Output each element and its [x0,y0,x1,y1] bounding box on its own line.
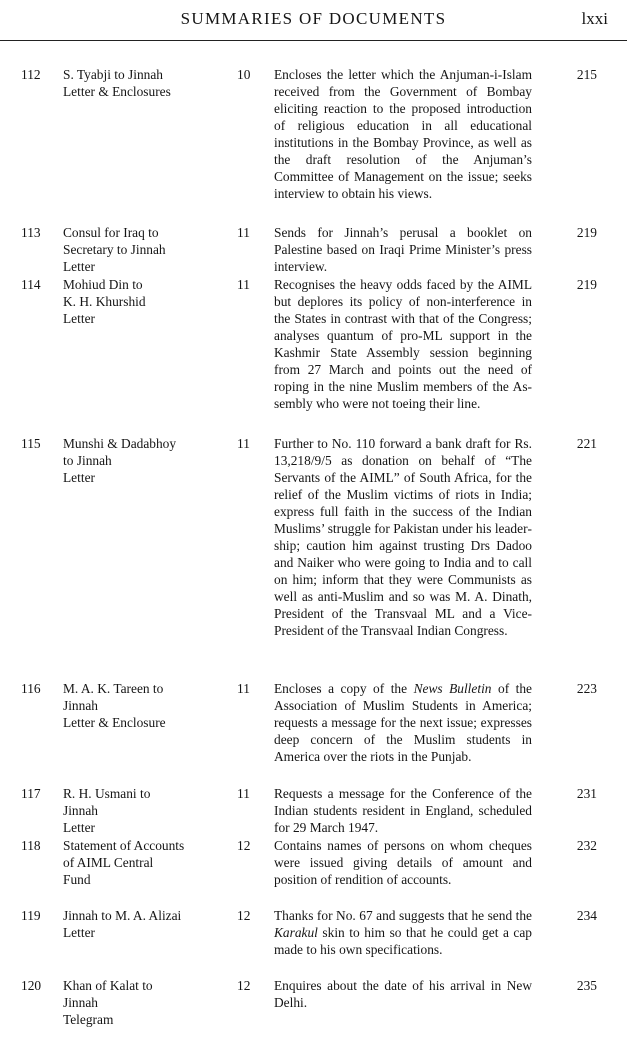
source-line: of AIML Central [63,855,154,870]
entry-page-ref: 223 [576,681,597,696]
entry-summary: Recognises the heavy odds faced by the AIML but deplores its policy of non-interference in the States in contrast with that of the Congress; analyses quantum of pro-ML support in the Kashmir State Assembly session beginning from 27 March and points out the need of roping in the nine Muslim members of the Assembly who were not toeing their line. [274,277,532,411]
entry-source [63,977,243,1028]
entry-number: 112 [21,67,41,82]
source-line: Letter [63,820,95,835]
entry-source [63,435,243,486]
entry-summary [274,907,532,958]
entry-page-ref: 219 [576,277,597,292]
entry-pages: 11 [237,225,250,240]
entry-page-ref: 234 [576,908,597,923]
source-line: Munshi & Dadabhoy [63,436,177,451]
source-line: Statement of Accounts [63,838,185,853]
source-line: Letter [63,925,95,940]
entry-page-ref: 215 [576,67,597,82]
source-line: Letter [63,259,95,274]
entry-summary: Sends for Jinnah’s perusal a booklet on Palestine based on Iraqi Prime Minister’s press interview. [274,225,532,274]
source-line: Letter & Enclosures [63,84,171,99]
page-header [0,8,627,38]
entry-source [63,276,243,327]
entry-pages: 10 [237,67,251,82]
entry-number: 120 [21,978,42,993]
page-folio: lxxi [581,9,608,28]
item-name: Karakul [274,925,318,940]
entry-summary: Enquires about the date of his arrival in New Delhi. [274,978,532,1010]
entry-source [63,837,243,888]
source-line: Secretary to Jinnah [63,242,166,257]
entry-pages: 12 [237,908,251,923]
entry-pages: 11 [237,277,250,292]
entry-pages: 11 [237,786,250,801]
source-line: Letter [63,470,95,485]
source-line: M. A. K. Tareen to [63,681,164,696]
entry-pages: 12 [237,978,251,993]
entry-pages: 12 [237,838,251,853]
source-line: Letter [63,311,95,326]
entry-number: 114 [21,277,41,292]
source-line: Khan of Kalat to [63,978,153,993]
header-rule [0,40,627,41]
entry-number: 115 [21,436,41,451]
source-line: R. H. Usmani to [63,786,151,801]
entry-summary [274,680,532,765]
source-line: Jinnah [63,698,98,713]
entry-source [63,680,243,731]
summary-text: Thanks for No. 67 and suggests that he send the [274,908,532,923]
entry-page-ref: 231 [576,786,597,801]
entry-number: 117 [21,786,41,801]
source-line: Jinnah [63,803,98,818]
publication-title: News Bulletin [413,681,492,696]
entry-pages: 11 [237,681,250,696]
summary-text: skin to him so that he could get a cap made to his own specifications. [274,925,532,957]
entry-summary: Encloses the letter which the Anjuman-i-Islam received from the Government of Bombay eliciting reaction to the proposed introduction of religious education in all educational institutions in the Bombay Province, as well as the draft resolution of the Anjuman’s Committee of Management on the issue; seeks interview to obtain his views. [274,67,532,201]
entry-page-ref: 221 [576,436,597,451]
entry-page-ref: 219 [576,225,597,240]
source-line: Letter & Enclosure [63,715,166,730]
source-line: Jinnah [63,995,98,1010]
source-line: S. Tyabji to Jinnah [63,67,163,82]
entry-number: 118 [21,838,41,853]
entry-summary: Further to No. 110 forward a bank draft for Rs. 13,218/9/5 as donation on behalf of “The Servants of the AIML” of South Africa, for the relief of the Muslim victims of riots in India; express full faith in the success of the Indian Muslims’ struggle for Pakistan under his leadership; caution him against trusting Drs Dadoo and Naiker who were going to India and to call on him; inform that they were Communists as well as anti-Muslim and so was M. A. Dinath, President of the Transvaal ML and a Vice-President of the Transvaal Indian Congress. [274,436,532,638]
entry-number: 116 [21,681,41,696]
entry-summary: Contains names of persons on whom cheques were issued giving details of amount and position of rendition of accounts. [274,838,532,887]
source-line: Fund [63,872,91,887]
running-title: SUMMARIES OF DOCUMENTS [180,9,447,28]
source-line: K. H. Khurshid [63,294,146,309]
entry-source [63,224,243,275]
source-line: Jinnah to M. A. Alizai [63,908,182,923]
source-line: Mohiud Din to [63,277,143,292]
entry-number: 113 [21,225,41,240]
summary-text: Encloses a copy of the [274,681,414,696]
entry-source [63,785,243,836]
source-line: Telegram [63,1012,114,1027]
entry-source [63,66,243,100]
source-line: to Jinnah [63,453,112,468]
entry-page-ref: 235 [576,978,597,993]
entry-summary: Requests a message for the Conference of the Indian students resident in England, scheduled for 29 March 1947. [274,786,532,835]
entry-number: 119 [21,908,41,923]
entry-source [63,907,243,941]
entry-pages: 11 [237,436,250,451]
summary-text: of the Association of Muslim Students in America; requests a message for the next issue; expresses deep concern of the Muslim students in America over the riots in the Punjab. [274,681,533,764]
source-line: Consul for Iraq to [63,225,159,240]
entry-page-ref: 232 [576,838,597,853]
